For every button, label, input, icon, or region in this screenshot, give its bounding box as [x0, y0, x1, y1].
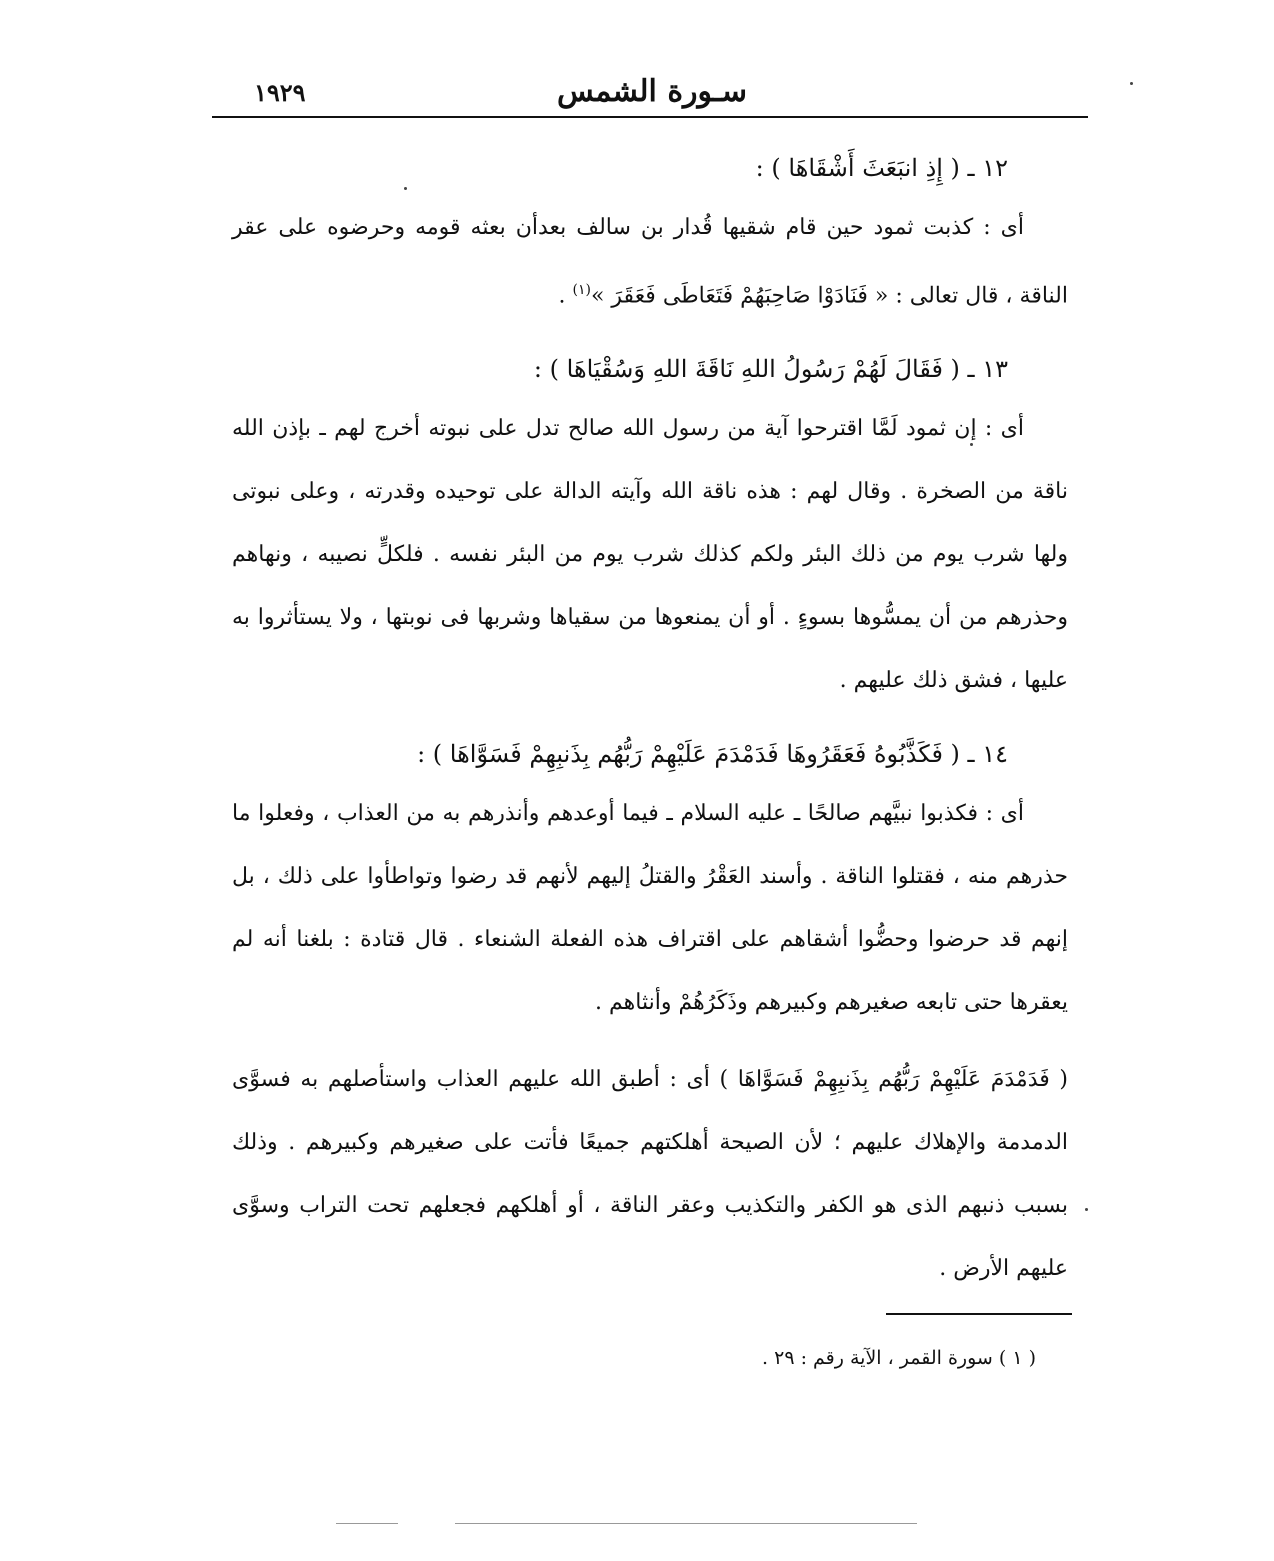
scan-speck — [404, 187, 407, 190]
page-header — [212, 70, 1088, 116]
footnote-marker: (١) — [572, 282, 591, 298]
verse-14-commentary: أى : فكذبوا نبيَّهم صالحًا ـ عليه السلام ـ فيما أوعدهم وأنذرهم به من العذاب ، وفعلوا ما حذرهم منه ، فقتلوا الناقة . وأسند العَقْرُ والقتلُ إليهم لأنهم قد رضوا وتواطأوا على ذلك ، بل إنهم قد حرضوا وحضُّوا أشقاهم على اقتراف هذه الفعلة الشنعاء . قال قتادة : بلغنا أنه لم يعقرها حتى تابعه صغيرهم وكبيرهم وذَكَرُهُمْ وأنثاهم . — [232, 801, 1068, 1016]
verse-14-commentary-continued: ( فَدَمْدَمَ عَلَيْهِمْ رَبُّهُم بِذَنبِهِمْ فَسَوَّاهَا ) أى : أطبق الله عليهم العذاب واستأصلهم به فسوَّى الدمدمة والإهلاك عليهم ؛ لأن الصيحة أهلكتهم جميعًا فأتت على صغيرهم وكبيرهم . وذلك بسبب ذنبهم الذى هو الكفر والتكذيب وعقر الناقة ، أو أهلكهم فجعلهم تحت التراب وسوَّى عليهم الأرض . — [232, 1067, 1068, 1282]
commentary-body — [232, 140, 1068, 1300]
verse-12-heading: ١٢ ـ ( إِذِ انبَعَثَ أَشْقَاهَا ) : — [755, 154, 1008, 182]
page-number: ١٩٢٩ — [254, 78, 306, 107]
scan-speck — [970, 443, 973, 446]
scan-speck — [1130, 82, 1133, 85]
verse-12-commentary: أى : كذبت ثمود حين قام شقيها قُدار بن سالف بعدأن بعثه قومه وحرضوه على عقر الناقة ، قال تعالى : « فَنَادَوْا صَاحِبَهُمْ فَتَعَاطَى فَعَقَرَ »$^{(١)}$ . — [232, 215, 1068, 309]
surah-title: سـورة الشمس — [557, 74, 747, 109]
verse-14-heading: ١٤ ـ ( فَكَذَّبُوهُ فَعَقَرُوهَا فَدَمْدَمَ عَلَيْهِمْ رَبُّهُم بِذَنبِهِمْ فَسَوَّاهَا ) : — [417, 740, 1008, 769]
verse-13-commentary: أى : إن ثمود لَمَّا اقترحوا آية من رسول الله صالح تدل على نبوته أخرج لهم ـ بإذن الله ناقة من الصخرة . وقال لهم : هذه ناقة الله وآيته الدالة على توحيده وقدرته ، وعلى نبوتى ولها شرب يوم من ذلك البئر ولكم كذلك شرب يوم من البئر نفسه . فلكلٍّ نصيبه ، ونهاهم وحذرهم من أن يمسُّوها بسوءٍ . أو أن يمنعوها من سقياها وشربها فى نوبتها ، ولا يستأثروا به عليها ، فشق ذلك عليهم . — [232, 416, 1068, 694]
verse-12-paragraph-text: أى : كذبت ثمود حين قام شقيها قُدار بن سالف بعدأن بعثه قومه وحرضوه على عقر الناقة ، قال تعالى : « فَنَادَوْا صَاحِبَهُمْ فَتَعَاطَى فَعَقَرَ » — [232, 215, 1068, 309]
scan-artifact-line — [336, 1523, 398, 1524]
scan-artifact-line — [455, 1523, 917, 1524]
header-rule — [212, 116, 1088, 118]
footnote: ( ١ ) سورة القمر ، الآية رقم : ٢٩ . — [762, 1347, 1036, 1369]
verse-13-heading: ١٣ ـ ( فَقَالَ لَهُمْ رَسُولُ اللهِ نَاقَةَ اللهِ وَسُقْيَاهَا ) : — [533, 355, 1008, 384]
scan-speck — [1085, 1208, 1088, 1211]
footnote-rule — [886, 1313, 1072, 1315]
